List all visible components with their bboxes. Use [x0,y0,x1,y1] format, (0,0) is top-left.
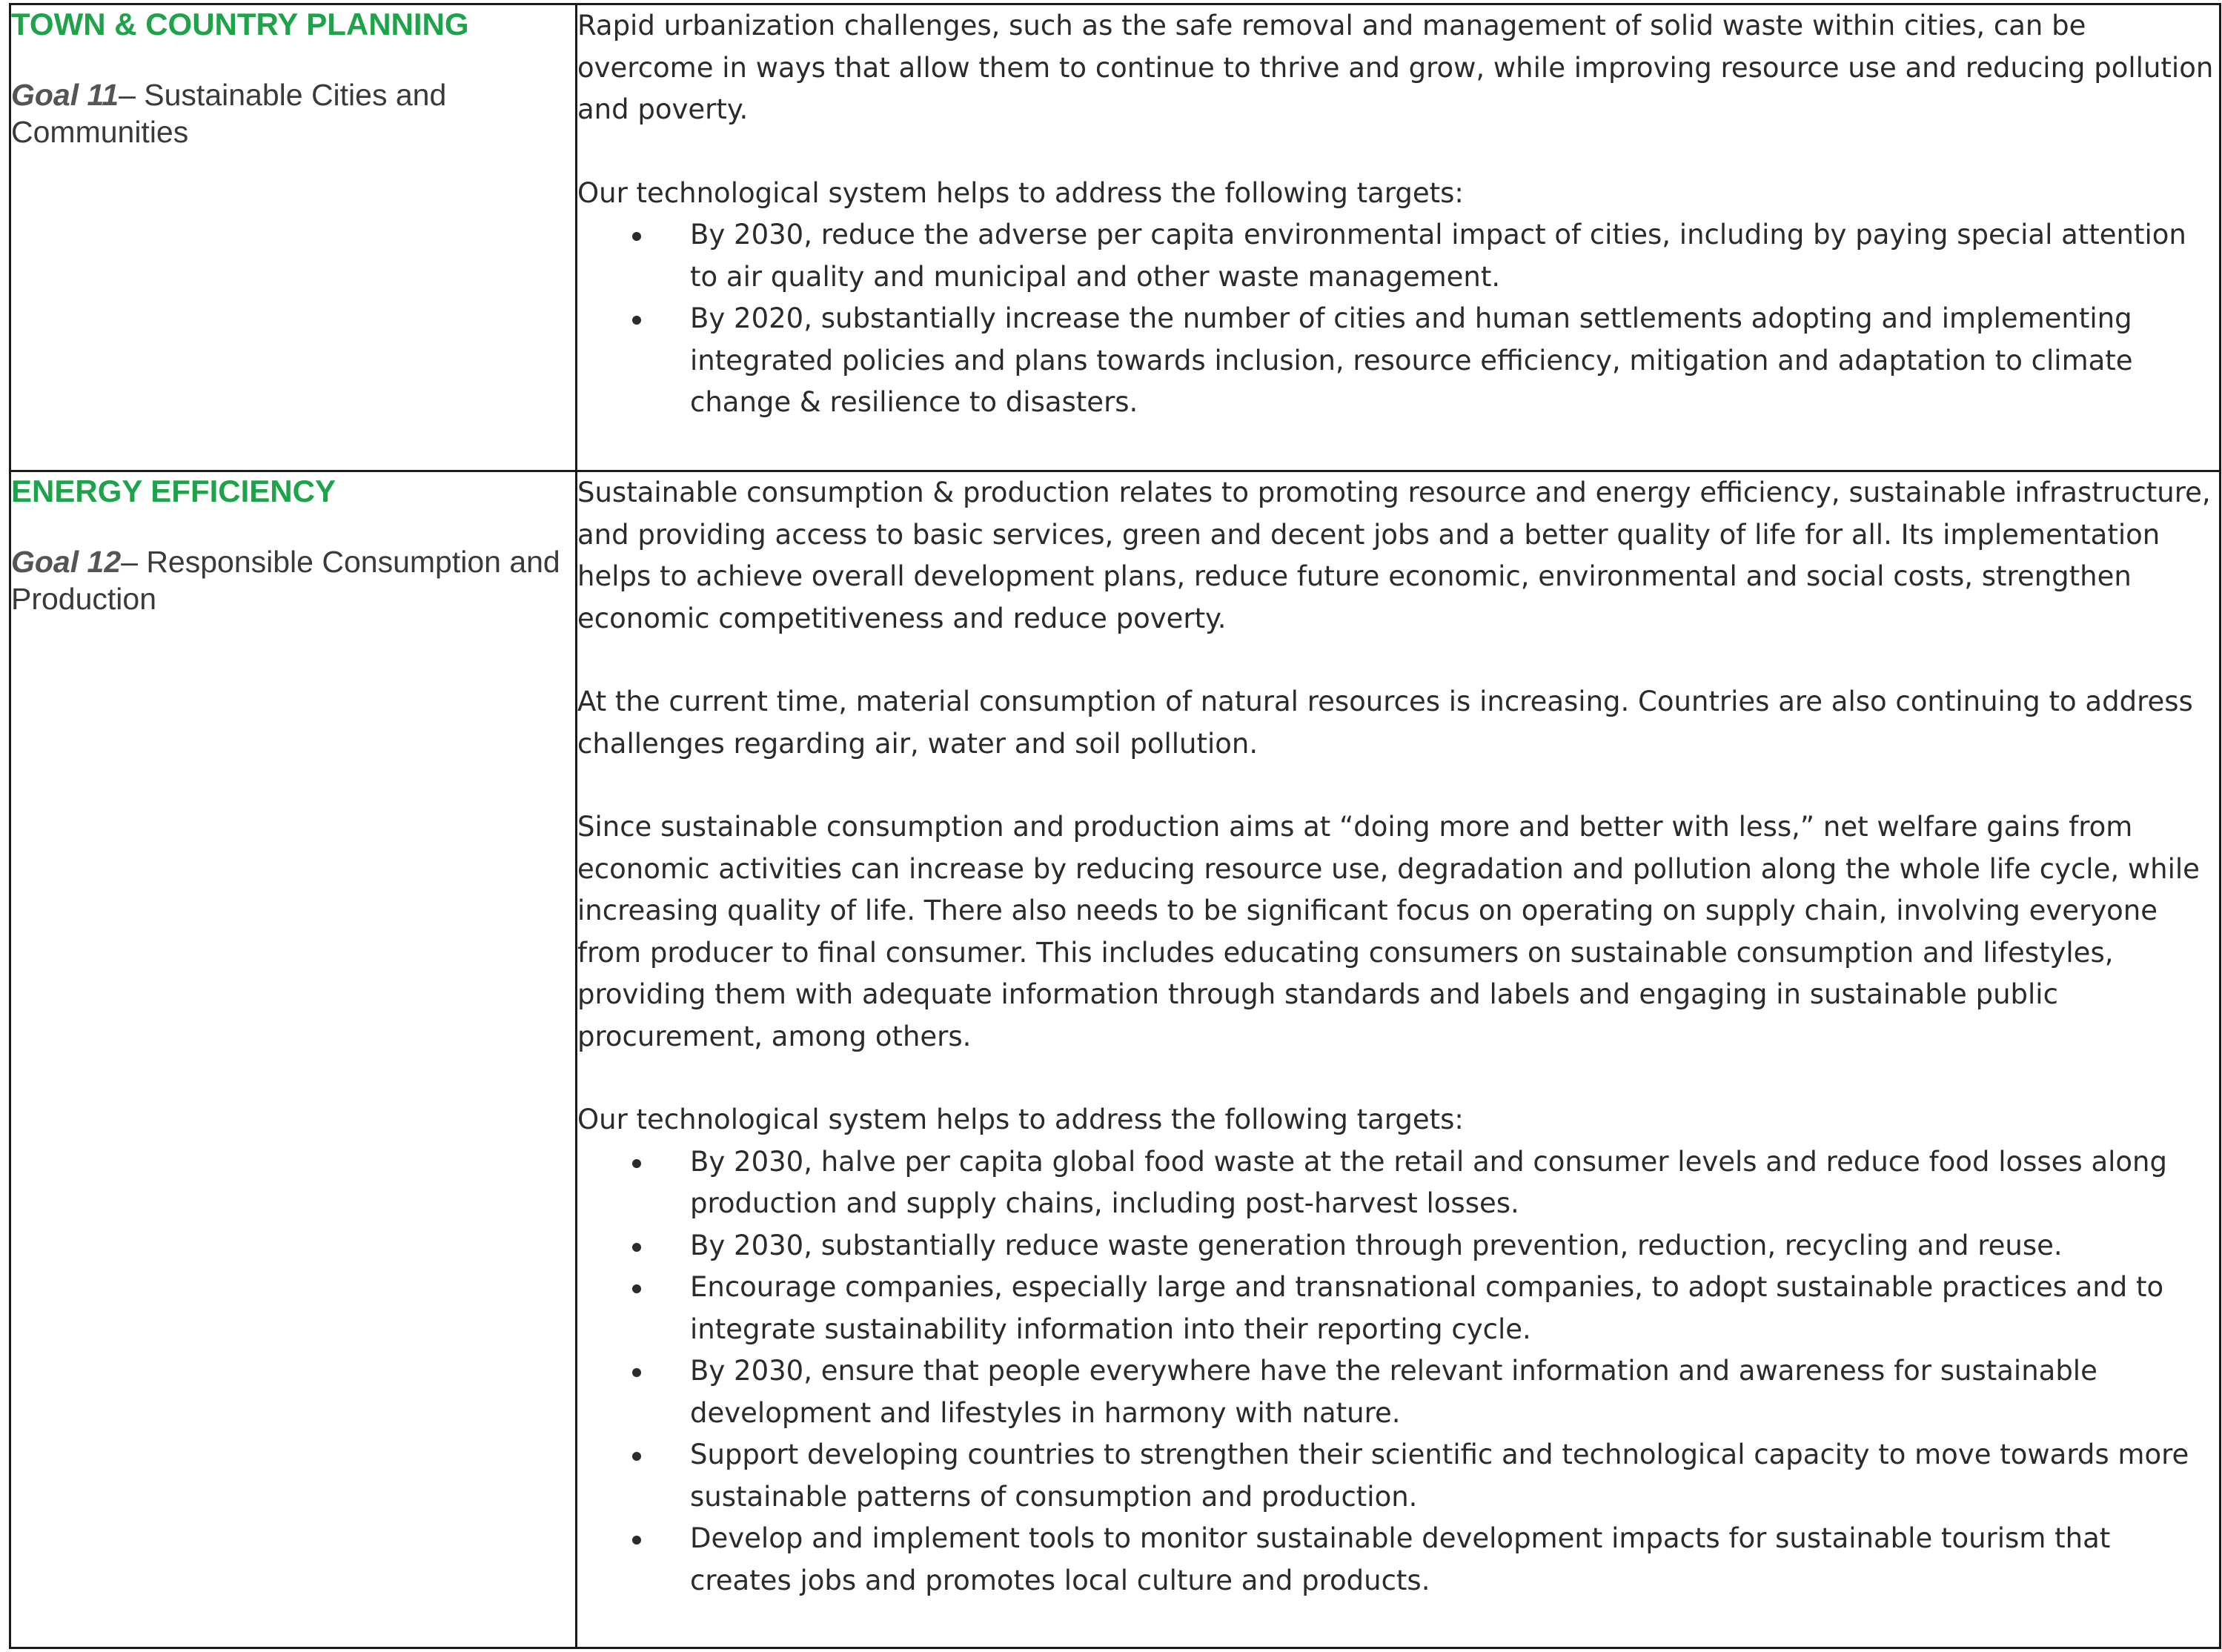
targets-intro: Our technological system helps to address the following targets: [577,1104,1464,1135]
section-label-cell [10,4,577,471]
section-title: TOWN & COUNTRY PLANNING [11,7,469,42]
table-row-energy-efficiency [10,471,2221,1648]
target-item [577,1141,2219,1225]
section-label-cell [10,471,577,1648]
bullet-icon [632,1159,641,1168]
body-paragraph: Sustainable consumption & production relates to promoting resource and energy efficiency, sustainable infrastructure, and providing access to basic services, green and decent jobs and a better quality of life for all. Its implementation helps to achieve overall development plans, reduce future economic, environmental and social costs, strengthen economic competitiveness and reduce poverty. [577,477,2211,634]
goal-name: – Responsible Consumption and Production [11,545,560,616]
target-item [577,214,2219,298]
goal-label: Goal 12 [11,545,122,579]
target-text: Encourage companies, especially large and transnational companies, to adopt sustainable practices and to integrate sustainability information into their reporting cycle. [690,1271,2164,1345]
target-item [577,298,2219,424]
body-paragraph: At the current time, material consumption of natural resources is increasing. Countries are also continuing to address challenges regarding air, water and soil pollution. [577,686,2193,760]
targets-list [577,1141,2219,1602]
target-item [577,1267,2219,1350]
targets-list [577,214,2219,424]
bullet-icon [632,1368,641,1377]
goal-description [11,76,575,150]
body-paragraph: Rapid urbanization challenges, such as the safe removal and management of solid waste within cities, can be overcome in ways that allow them to continue to thrive and grow, while improving resource use and reducing pollution and poverty. [577,10,2214,125]
target-item [577,1434,2219,1518]
target-text: Develop and implement tools to monitor sustainable development impacts for sustainable tourism that creates jobs and promotes local culture and products. [690,1522,2111,1596]
bullet-icon [632,1536,641,1545]
target-item [577,1518,2219,1602]
table-row-town-country-planning [10,4,2221,471]
section-body-cell [577,471,2221,1648]
sdg-goals-table [9,3,2221,1649]
target-text: By 2020, substantially increase the number of cities and human settlements adopting and implementing integrated policies and plans towards inclusion, resource efficiency, mitigation and adaptation to climate change & resilience to disasters. [690,302,2133,418]
goal-description [11,543,575,617]
target-item [577,1350,2219,1434]
section-title: ENERGY EFFICIENCY [11,474,336,508]
target-text: By 2030, substantially reduce waste generation through prevention, reduction, recycling and reuse. [690,1229,2063,1261]
section-body-cell [577,4,2221,471]
bullet-icon [632,1452,641,1461]
body-paragraph: Since sustainable consumption and production aims at “doing more and better with less,” net welfare gains from economic activities can increase by reducing resource use, degradation and pollution along the whole life cycle, while increasing quality of life. There also needs to be significant focus on operating on supply chain, involving everyone from producer to final consumer. This includes educating consumers on sustainable consumption and lifestyles, providing them with adequate information through standards and labels and engaging in sustainable public procurement, among others. [577,811,2200,1052]
goal-name: – Sustainable Cities and Communities [11,78,447,149]
bullet-icon [632,316,641,325]
target-text: Support developing countries to strengthen their scientific and technological capacity to move towards more sustainable patterns of consumption and production. [690,1439,2189,1513]
target-item [577,1225,2219,1267]
goal-label: Goal 11 [11,78,119,112]
targets-intro: Our technological system helps to address the following targets: [577,176,1464,209]
bullet-icon [632,232,641,241]
bullet-icon [632,1284,641,1293]
target-text: By 2030, halve per capita global food waste at the retail and consumer levels and reduce food losses along production and supply chains, including post-harvest losses. [690,1145,2167,1219]
target-text: By 2030, reduce the adverse per capita environmental impact of cities, including by paying special attention to air quality and municipal and other waste management. [690,219,2186,293]
bullet-icon [632,1243,641,1252]
target-text: By 2030, ensure that people everywhere have the relevant information and awareness for sustainable development and lifestyles in harmony with nature. [690,1355,2097,1429]
